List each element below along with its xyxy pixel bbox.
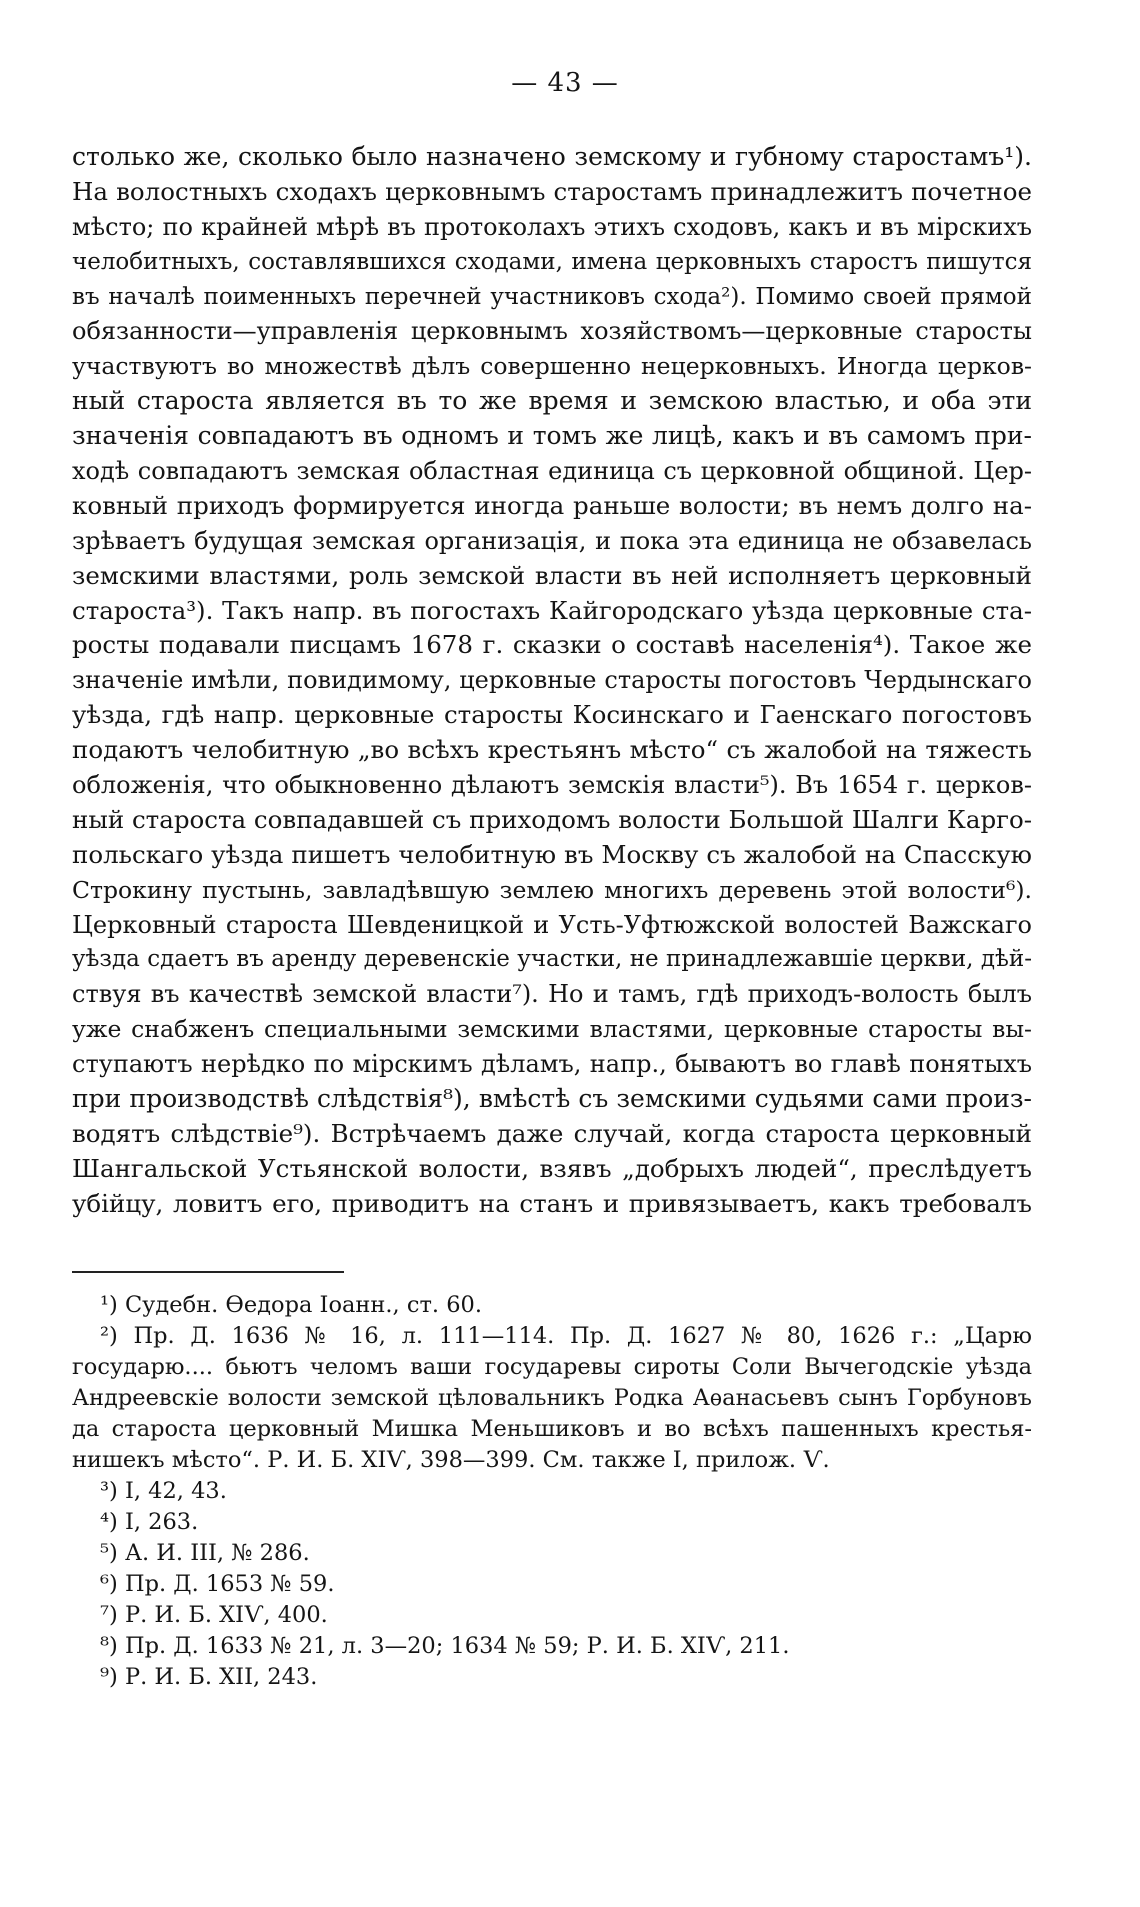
footnote-line: ⁸) Пр. Д. 1633 № 21, л. 3—20; 1634 № 59; Р. И. Б. XIѴ, 211. (100, 1633, 790, 1659)
body-line: ступаютъ нерѣдко по мірскимъ дѣламъ, напр., бываютъ во главѣ понятыхъ (72, 1050, 1032, 1079)
body-line: обязанности—управленія церковнымъ хозяйствомъ—церковные старосты (72, 317, 1032, 346)
body-line: польскаго уѣзда пишетъ челобитную въ Москву съ жалобой на Спасскую (72, 839, 1032, 869)
body-line: Строкину пустынь, завладѣвшую землею многихъ деревень этой волости⁶). (72, 875, 1032, 904)
body-line: На волостныхъ сходахъ церковнымъ старостамъ принадлежитъ почетное (72, 176, 1032, 206)
body-line: обложенія, что обыкновенно дѣлаютъ земскія власти⁵). Въ 1654 г. церков- (72, 771, 1032, 800)
body-line: въ началѣ поименныхъ перечней участниковъ схода²). Помимо своей прямой (72, 283, 1032, 310)
footnote-line: ⁹) Р. И. Б. XII, 243. (100, 1664, 318, 1690)
body-line: значенія совпадаютъ въ одномъ и томъ же лицѣ, какъ и въ самомъ при- (72, 421, 1032, 451)
body-line: староста³). Такъ напр. въ погостахъ Кайгородскаго уѣзда церковные ста- (72, 595, 1032, 625)
body-line: ходѣ совпадаютъ земская областная единица съ церковной общиной. Цер- (72, 457, 1032, 486)
footnote-line: Андреевскіе волости земской цѣловальникъ Родка Аѳанасьевъ сынъ Горбуновъ (72, 1385, 1032, 1411)
body-line: убійцу, ловитъ его, приводитъ на станъ и привязываетъ, какъ требовалъ (72, 1188, 1032, 1218)
body-line: Церковный староста Шевденицкой и Усть-Уфтюжской волостей Важскаго (72, 910, 1032, 939)
body-line: земскими властями, роль земской власти въ ней исполняетъ церковный (72, 560, 1032, 590)
page-number: — 43 — (511, 68, 619, 98)
body-line: уже снабженъ специальными земскими властями, церковные старосты вы- (72, 1015, 1032, 1044)
body-line: мѣсто; по крайней мѣрѣ въ протоколахъ этихъ сходовъ, какъ и въ мірскихъ (72, 212, 1032, 241)
footnote-line: да староста церковный Мишка Меньшиковъ и во всѣхъ пашенныхъ крестья- (72, 1416, 1032, 1442)
footnote-line: ⁵) А. И. III, № 286. (100, 1540, 310, 1566)
body-line: водятъ слѣдствіе⁹). Встрѣчаемъ даже случай, когда староста церковный (72, 1118, 1032, 1148)
body-line: столько же, сколько было назначено земскому и губному старостамъ¹). (72, 142, 1032, 171)
footnote-line: государю.... бьютъ челомъ ваши государевы сироты Соли Вычегодскіе уѣзда (72, 1354, 1032, 1380)
footnote-line: ³) I, 42, 43. (100, 1478, 227, 1504)
body-text (72, 140, 1032, 1222)
footnote-line: ²) Пр. Д. 1636 № 16, л. 111—114. Пр. Д. 1627 № 80, 1626 г.: „Царю (100, 1323, 1032, 1349)
body-line: челобитныхъ, составлявшихся сходами, имена церковныхъ старостъ пишутся (72, 248, 1032, 275)
footnote-divider (72, 1271, 344, 1273)
footnote-line: ⁶) Пр. Д. 1653 № 59. (100, 1571, 335, 1597)
body-line: уѣзда, гдѣ напр. церковные старосты Косинскаго и Гаенскаго погостовъ (72, 700, 1032, 730)
footnote-line: ⁴) I, 263. (100, 1509, 199, 1535)
body-line: росты подавали писцамъ 1678 г. сказки о составѣ населенія⁴). Такое же (72, 630, 1032, 660)
body-line: зрѣваетъ будущая земская организація, и пока эта единица не обзавелась (72, 526, 1032, 555)
footnotes (72, 1290, 1032, 1693)
body-line: ный староста совпадавшей съ приходомъ волости Большой Шалги Карго- (72, 804, 1032, 834)
footnote-line: ¹) Судебн. Ѳедора Іоанн., ст. 60. (100, 1292, 482, 1318)
body-line: значеніе имѣли, повидимому, церковные старосты погостовъ Чердынскаго (72, 666, 1032, 695)
body-line: уѣзда сдаетъ въ аренду деревенскіе участки, не принадлежавшіе церкви, дѣй- (72, 946, 1032, 973)
body-line: Шангальской Устьянской волости, взявъ „добрыхъ людей“, преслѣдуетъ (72, 1153, 1032, 1183)
body-line: ствуя въ качествѣ земской власти⁷). Но и тамъ, гдѣ приходъ-волость былъ (72, 980, 1032, 1009)
body-line: ковный приходъ формируется иногда раньше волости; въ немъ долго на- (72, 490, 1032, 520)
body-line: подаютъ челобитную „во всѣхъ крестьянъ мѣсто“ съ жалобой на тяжесть (72, 735, 1032, 765)
body-line: при производствѣ слѣдствія⁸), вмѣстѣ съ земскими судьями сами произ- (72, 1084, 1032, 1114)
footnote-line: ⁷) Р. И. Б. XIѴ, 400. (100, 1602, 328, 1628)
body-line: ный староста является въ то же время и земскою властью, и оба эти (72, 386, 1032, 416)
body-line: участвуютъ во множествѣ дѣлъ совершенно нецерковныхъ. Иногда церков- (72, 352, 1032, 381)
footnote-line: нишекъ мѣсто“. Р. И. Б. XIѴ, 398—399. См. также I, прилож. Ѵ. (72, 1447, 830, 1473)
